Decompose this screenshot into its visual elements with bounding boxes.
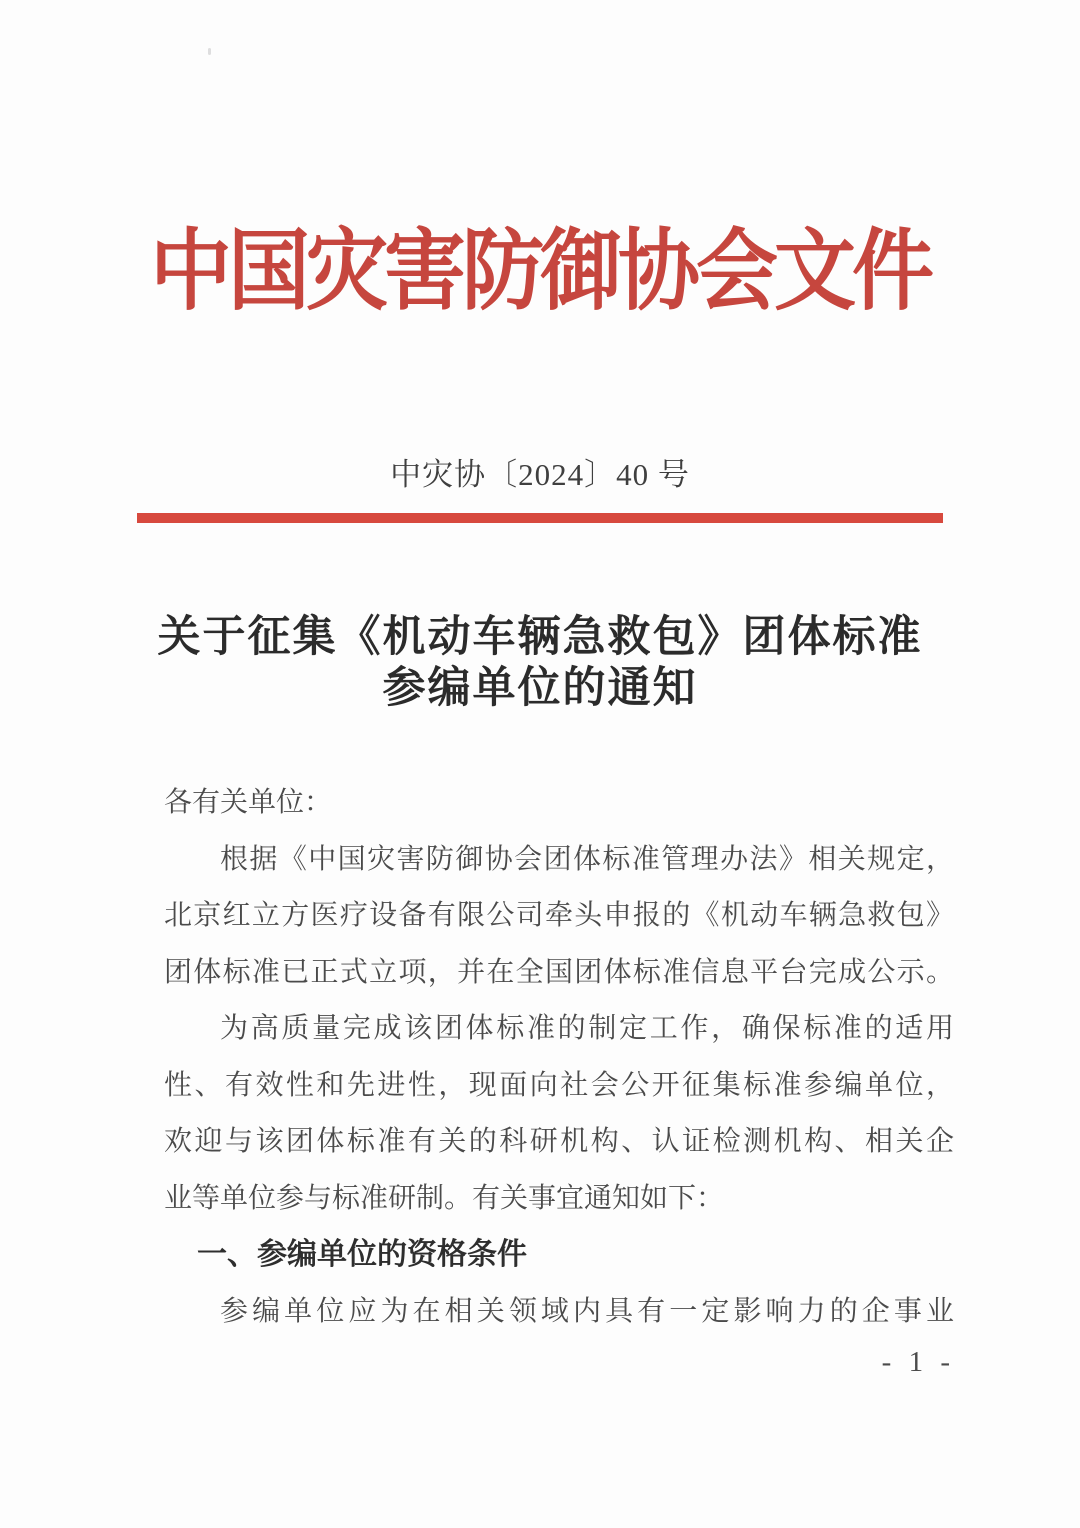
body-line: 性、有效性和先进性，现面向社会公开征集标准参编单位， [164, 1069, 954, 1101]
page-number: - 1 - [881, 1346, 950, 1378]
notice-title-line2: 参编单位的通知 [382, 665, 698, 712]
letterhead-title: 中国灾害防御协会文件 [149, 222, 930, 321]
body-line: 为高质量完成该团体标准的制定工作，确保标准的适用 [220, 1013, 954, 1044]
scan-speck [208, 48, 211, 55]
red-separator-rule [137, 513, 943, 523]
body-line: 根据《中国灾害防御协会团体标准管理办法》相关规定， [220, 843, 954, 875]
notice-title-line1: 关于征集《机动车辆急救包》团体标准 [157, 614, 923, 661]
document-body [164, 775, 954, 1340]
notice-title [0, 612, 1080, 714]
body-line: 团体标准已正式立项，并在全国团体标准信息平台完成公示。 [164, 956, 954, 988]
document-number: 中灾协〔2024〕40 号 [390, 457, 690, 492]
section-heading: 一、参编单位的资格条件 [197, 1238, 527, 1271]
salutation-line: 各有关单位： [164, 787, 333, 818]
body-line: 业等单位参与标准研制。有关事宜通知如下： [164, 1182, 725, 1214]
body-line: 欢迎与该团体标准有关的科研机构、认证检测机构、相关企 [164, 1126, 954, 1157]
body-line: 参编单位应为在相关领域内具有一定影响力的企事业 [220, 1295, 954, 1327]
body-line: 北京红立方医疗设备有限公司牵头申报的《机动车辆急救包》 [164, 900, 954, 931]
